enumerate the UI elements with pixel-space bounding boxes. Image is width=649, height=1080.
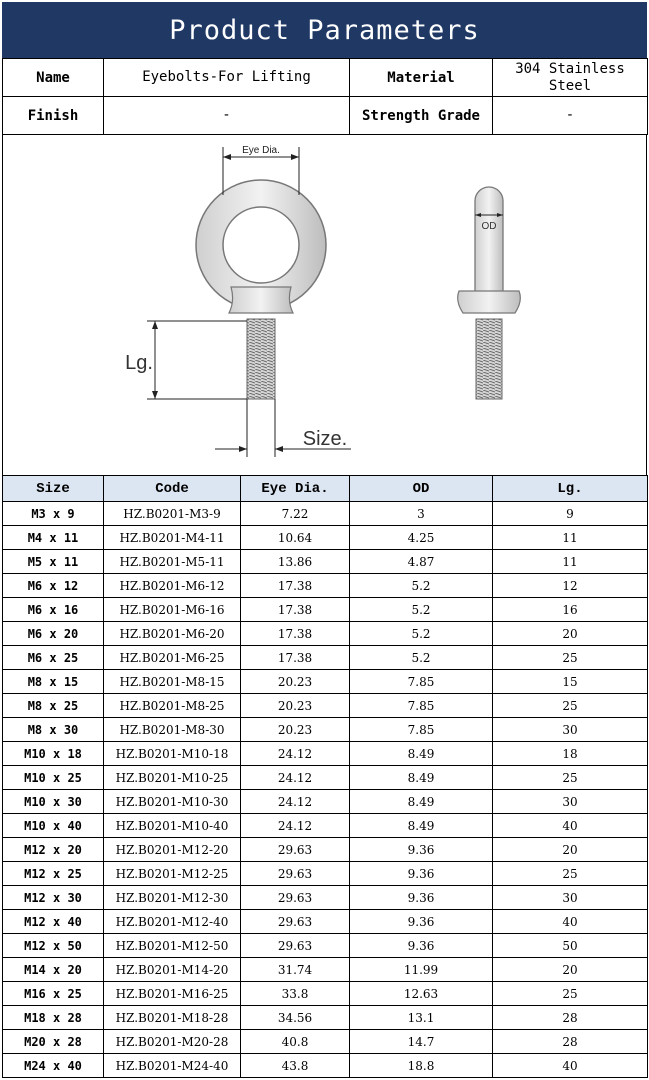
eyebolt-diagram: [3, 135, 648, 475]
strength-grade-value: -: [493, 97, 648, 135]
cell-size: M8 x 15: [3, 670, 104, 694]
cell-eye-dia: 24.12: [241, 766, 350, 790]
table-row: [3, 694, 648, 718]
cell-eye-dia: 33.8: [241, 982, 350, 1006]
cell-lg: 50: [493, 934, 648, 958]
cell-code: HZ.B0201-M12-20: [104, 838, 241, 862]
cell-lg: 28: [493, 1030, 648, 1054]
cell-code: HZ.B0201-M3-9: [104, 502, 241, 526]
cell-code: HZ.B0201-M16-25: [104, 982, 241, 1006]
cell-lg: 12: [493, 574, 648, 598]
cell-eye-dia: 29.63: [241, 910, 350, 934]
cell-lg: 16: [493, 598, 648, 622]
eyebolt-drawing: [2, 135, 647, 475]
table-row: [3, 742, 648, 766]
table-row: [3, 622, 648, 646]
cell-size: M4 x 11: [3, 526, 104, 550]
cell-lg: 30: [493, 886, 648, 910]
column-header-lg: Lg.: [493, 476, 648, 502]
cell-size: M5 x 11: [3, 550, 104, 574]
info-table: [2, 58, 648, 135]
cell-eye-dia: 43.8: [241, 1054, 350, 1078]
cell-od: 9.36: [350, 910, 493, 934]
finish-label: Finish: [3, 97, 104, 135]
table-row: [3, 814, 648, 838]
cell-code: HZ.B0201-M10-40: [104, 814, 241, 838]
table-row: [3, 1006, 648, 1030]
table-row: [3, 766, 648, 790]
cell-size: M16 x 25: [3, 982, 104, 1006]
cell-od: 14.7: [350, 1030, 493, 1054]
cell-od: 12.63: [350, 982, 493, 1006]
cell-od: 9.36: [350, 862, 493, 886]
cell-code: HZ.B0201-M8-30: [104, 718, 241, 742]
cell-code: HZ.B0201-M10-30: [104, 790, 241, 814]
cell-eye-dia: 40.8: [241, 1030, 350, 1054]
cell-size: M3 x 9: [3, 502, 104, 526]
cell-code: HZ.B0201-M10-25: [104, 766, 241, 790]
cell-eye-dia: 7.22: [241, 502, 350, 526]
cell-lg: 25: [493, 766, 648, 790]
cell-od: 4.87: [350, 550, 493, 574]
cell-lg: 15: [493, 670, 648, 694]
table-row: [3, 646, 648, 670]
cell-lg: 30: [493, 718, 648, 742]
cell-eye-dia: 31.74: [241, 958, 350, 982]
cell-code: HZ.B0201-M6-25: [104, 646, 241, 670]
front-view: [196, 180, 326, 399]
cell-lg: 11: [493, 550, 648, 574]
name-value: Eyebolts-For Lifting: [104, 59, 350, 97]
table-row: [3, 550, 648, 574]
cell-eye-dia: 17.38: [241, 574, 350, 598]
cell-size: M18 x 28: [3, 1006, 104, 1030]
cell-lg: 25: [493, 646, 648, 670]
cell-lg: 25: [493, 694, 648, 718]
cell-code: HZ.B0201-M18-28: [104, 1006, 241, 1030]
cell-size: M6 x 16: [3, 598, 104, 622]
eye-dia-label: Eye Dia.: [242, 145, 280, 156]
cell-od: 5.2: [350, 574, 493, 598]
column-header-od: OD: [350, 476, 493, 502]
size-dimension: [215, 399, 351, 457]
cell-code: HZ.B0201-M24-40: [104, 1054, 241, 1078]
cell-size: M24 x 40: [3, 1054, 104, 1078]
table-row: [3, 670, 648, 694]
cell-size: M10 x 30: [3, 790, 104, 814]
column-header-eye-dia: Eye Dia.: [241, 476, 350, 502]
cell-eye-dia: 24.12: [241, 814, 350, 838]
cell-lg: 25: [493, 982, 648, 1006]
cell-code: HZ.B0201-M6-20: [104, 622, 241, 646]
cell-od: 13.1: [350, 1006, 493, 1030]
cell-size: M20 x 28: [3, 1030, 104, 1054]
cell-eye-dia: 29.63: [241, 862, 350, 886]
cell-od: 11.99: [350, 958, 493, 982]
cell-code: HZ.B0201-M12-30: [104, 886, 241, 910]
cell-code: HZ.B0201-M12-25: [104, 862, 241, 886]
dimensions-table: [2, 475, 648, 1078]
finish-value: -: [104, 97, 350, 135]
cell-eye-dia: 24.12: [241, 790, 350, 814]
cell-lg: 30: [493, 790, 648, 814]
table-header-row: [3, 476, 648, 502]
cell-od: 18.8: [350, 1054, 493, 1078]
table-row: [3, 574, 648, 598]
column-header-code: Code: [104, 476, 241, 502]
cell-eye-dia: 17.38: [241, 622, 350, 646]
cell-code: HZ.B0201-M6-12: [104, 574, 241, 598]
size-label: Size.: [302, 428, 348, 450]
cell-eye-dia: 17.38: [241, 646, 350, 670]
cell-size: M10 x 25: [3, 766, 104, 790]
cell-od: 8.49: [350, 766, 493, 790]
cell-code: HZ.B0201-M12-50: [104, 934, 241, 958]
cell-od: 9.36: [350, 934, 493, 958]
table-row: [3, 886, 648, 910]
cell-code: HZ.B0201-M14-20: [104, 958, 241, 982]
cell-size: M6 x 12: [3, 574, 104, 598]
table-row: [3, 838, 648, 862]
page-title: Product Parameters: [2, 2, 647, 58]
cell-size: M12 x 30: [3, 886, 104, 910]
table-row: [3, 958, 648, 982]
strength-grade-label: Strength Grade: [350, 97, 493, 135]
lg-dimension: [125, 321, 247, 399]
cell-size: M12 x 40: [3, 910, 104, 934]
cell-lg: 25: [493, 862, 648, 886]
cell-size: M12 x 25: [3, 862, 104, 886]
cell-lg: 9: [493, 502, 648, 526]
cell-size: M6 x 20: [3, 622, 104, 646]
cell-eye-dia: 17.38: [241, 598, 350, 622]
cell-od: 7.85: [350, 718, 493, 742]
cell-code: HZ.B0201-M12-40: [104, 910, 241, 934]
cell-od: 4.25: [350, 526, 493, 550]
cell-code: HZ.B0201-M6-16: [104, 598, 241, 622]
cell-code: HZ.B0201-M5-11: [104, 550, 241, 574]
name-label: Name: [3, 59, 104, 97]
cell-lg: 28: [493, 1006, 648, 1030]
cell-eye-dia: 24.12: [241, 742, 350, 766]
cell-code: HZ.B0201-M8-15: [104, 670, 241, 694]
cell-lg: 40: [493, 1054, 648, 1078]
cell-od: 9.36: [350, 886, 493, 910]
table-row: [3, 910, 648, 934]
cell-od: 3: [350, 502, 493, 526]
cell-size: M10 x 18: [3, 742, 104, 766]
cell-eye-dia: 20.23: [241, 670, 350, 694]
cell-eye-dia: 34.56: [241, 1006, 350, 1030]
cell-eye-dia: 10.64: [241, 526, 350, 550]
cell-od: 8.49: [350, 790, 493, 814]
table-row: [3, 862, 648, 886]
cell-od: 9.36: [350, 838, 493, 862]
cell-lg: 20: [493, 838, 648, 862]
cell-od: 8.49: [350, 742, 493, 766]
table-row: [3, 526, 648, 550]
cell-od: 5.2: [350, 598, 493, 622]
cell-lg: 40: [493, 910, 648, 934]
cell-od: 7.85: [350, 670, 493, 694]
column-header-size: Size: [3, 476, 104, 502]
table-row: [3, 1030, 648, 1054]
cell-code: HZ.B0201-M10-18: [104, 742, 241, 766]
cell-size: M14 x 20: [3, 958, 104, 982]
product-sheet: [2, 2, 647, 1078]
cell-od: 5.2: [350, 646, 493, 670]
cell-size: M6 x 25: [3, 646, 104, 670]
material-label: Material: [350, 59, 493, 97]
cell-size: M10 x 40: [3, 814, 104, 838]
cell-code: HZ.B0201-M8-25: [104, 694, 241, 718]
table-row: [3, 502, 648, 526]
table-body: [3, 502, 648, 1078]
od-label: OD: [481, 221, 497, 232]
cell-size: M12 x 50: [3, 934, 104, 958]
cell-size: M8 x 30: [3, 718, 104, 742]
cell-lg: 18: [493, 742, 648, 766]
table-row: [3, 790, 648, 814]
material-value: 304 Stainless Steel: [493, 59, 648, 97]
cell-lg: 40: [493, 814, 648, 838]
cell-lg: 20: [493, 958, 648, 982]
side-view: [458, 187, 521, 399]
cell-eye-dia: 29.63: [241, 886, 350, 910]
cell-eye-dia: 20.23: [241, 694, 350, 718]
cell-od: 5.2: [350, 622, 493, 646]
table-row: [3, 1054, 648, 1078]
lg-label: Lg.: [125, 352, 153, 374]
cell-eye-dia: 29.63: [241, 838, 350, 862]
cell-eye-dia: 20.23: [241, 718, 350, 742]
cell-size: M8 x 25: [3, 694, 104, 718]
cell-od: 8.49: [350, 814, 493, 838]
cell-code: HZ.B0201-M4-11: [104, 526, 241, 550]
cell-size: M12 x 20: [3, 838, 104, 862]
cell-od: 7.85: [350, 694, 493, 718]
cell-lg: 11: [493, 526, 648, 550]
table-row: [3, 934, 648, 958]
cell-lg: 20: [493, 622, 648, 646]
table-row: [3, 718, 648, 742]
cell-eye-dia: 13.86: [241, 550, 350, 574]
table-row: [3, 982, 648, 1006]
cell-code: HZ.B0201-M20-28: [104, 1030, 241, 1054]
table-row: [3, 598, 648, 622]
cell-eye-dia: 29.63: [241, 934, 350, 958]
